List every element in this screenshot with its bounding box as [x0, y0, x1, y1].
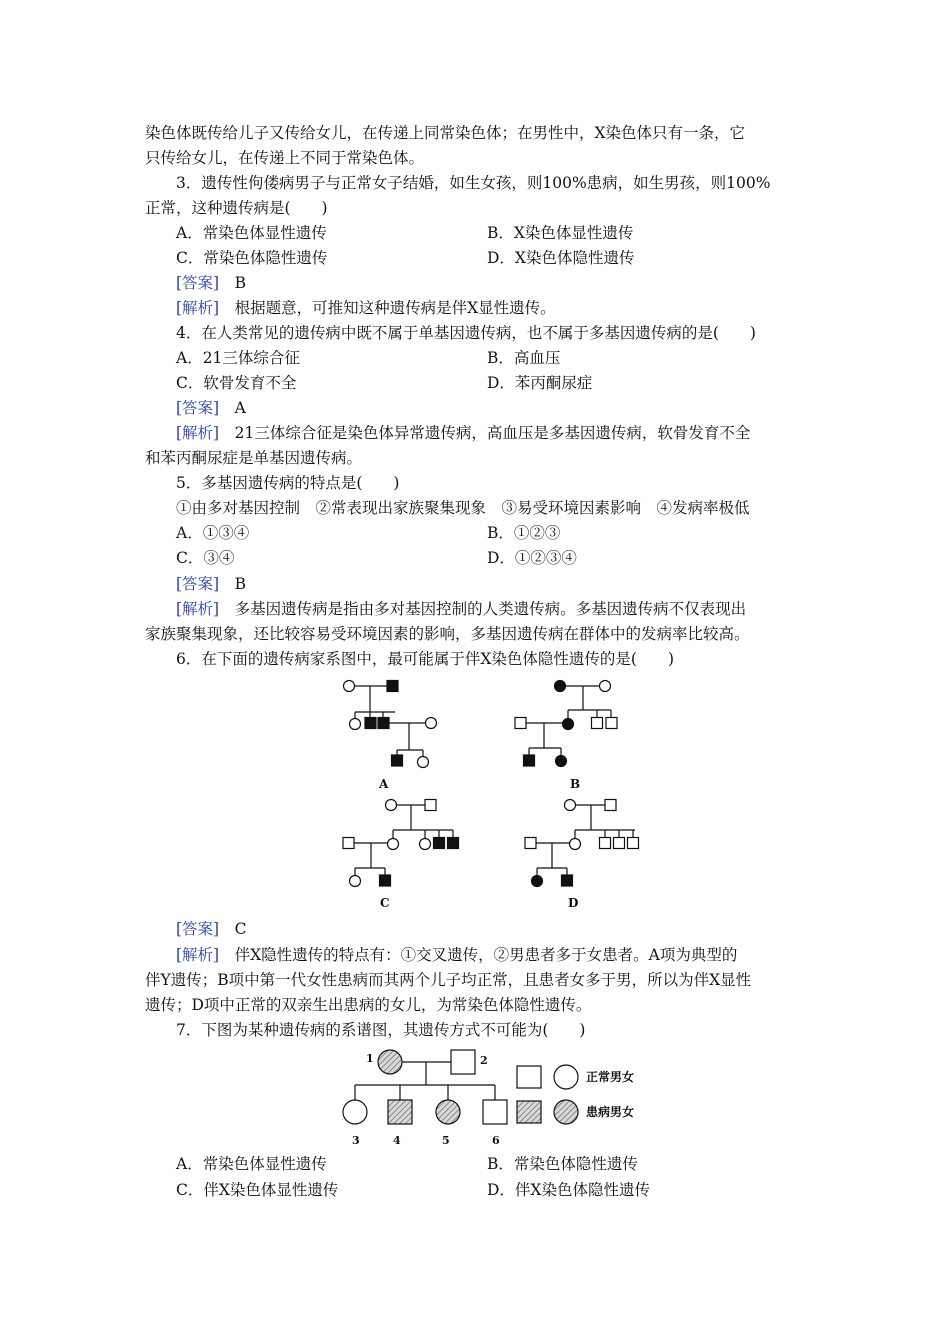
q5-option-a: A．①③④ [176, 524, 250, 542]
individual-number: 6 [492, 1134, 500, 1147]
q3-answer [176, 272, 246, 294]
question-4-stem: 4．在人类常见的遗传病中既不属于单基因遗传病，也不属于多基因遗传病的是( ) [176, 324, 756, 342]
analysis-tag: [解析] [176, 946, 220, 964]
q5-analysis [176, 598, 746, 620]
analysis-text: 伴X隐性遗传的特点有：①交叉遗传，②男患者多于女患者。A项为典型的 [234, 946, 738, 964]
normal-female-icon [418, 757, 429, 768]
pedigree-legend [517, 1065, 634, 1124]
affected-female-icon [563, 719, 574, 730]
q7-option-d: D．伴X染色体隐性遗传 [487, 1181, 650, 1199]
q6-analysis-cont: 伴Y遗传；B项中第一代女性患病而其两个儿子均正常，且患者女多于男，所以为伴X显性 [145, 971, 752, 989]
normal-male-icon [343, 838, 354, 849]
legend-normal-male-icon [517, 1066, 541, 1088]
affected-female-icon [556, 756, 567, 767]
normal-male-icon [605, 800, 616, 811]
normal-male-icon [606, 718, 617, 729]
affected-female-icon [378, 1050, 402, 1074]
individual-number: 4 [393, 1134, 401, 1147]
analysis-text: 多基因遗传病是指由多对基因控制的人类遗传病。多基因遗传病不仅表现出 [234, 600, 747, 618]
affected-male-icon [448, 838, 459, 849]
legend-normal-label: 正常男女 [586, 1070, 635, 1084]
normal-male-icon [525, 838, 536, 849]
normal-female-icon [420, 839, 431, 850]
answer-tag: [答案] [176, 920, 220, 938]
q3-analysis [176, 297, 556, 319]
question-5-items: ①由多对基因控制 ②常表现出家族聚集现象 ③易受环境因素影响 ④发病率极低 [176, 499, 750, 517]
q5-option-d: D．①②③④ [487, 549, 577, 567]
pedigree-svg-q6 [335, 672, 655, 917]
affected-male-icon [387, 681, 398, 692]
answer-tag: [答案] [176, 399, 220, 417]
q3-option-b: B．X染色体显性遗传 [487, 224, 634, 242]
answer-tag: [答案] [176, 575, 220, 593]
normal-female-icon [565, 800, 576, 811]
analysis-text: 根据题意，可推知这种遗传病是伴X显性遗传。 [234, 299, 556, 317]
analysis-tag: [解析] [176, 299, 220, 317]
pedigree-b [515, 681, 617, 792]
normal-male-icon [628, 838, 639, 849]
q6-analysis [176, 944, 737, 966]
normal-female-icon [386, 800, 397, 811]
analysis-text: 21三体综合征是染色体异常遗传病，高血压是多基因遗传病，软骨发育不全 [234, 424, 751, 442]
normal-female-icon [426, 718, 437, 729]
normal-male-icon [592, 718, 603, 729]
analysis-tag: [解析] [176, 600, 220, 618]
normal-male-icon [614, 838, 625, 849]
question-5-stem: 5．多基因遗传病的特点是( ) [176, 474, 400, 492]
affected-male-icon [365, 718, 376, 729]
legend-affected-female-icon [554, 1100, 578, 1124]
normal-female-icon [600, 681, 611, 692]
answer-value: C [234, 920, 247, 938]
q6-analysis-cont: 遗传；D项中正常的双亲生出患病的女儿，为常染色体隐性遗传。 [145, 996, 592, 1014]
question-3-stem-cont: 正常，这种遗传病是( ) [145, 199, 328, 217]
normal-female-icon [350, 876, 361, 887]
pedigree-c [343, 800, 459, 911]
q4-analysis-cont: 和苯丙酮尿症是单基因遗传病。 [145, 449, 363, 467]
q5-option-c: C．③④ [176, 549, 235, 567]
individual-number: 1 [366, 1052, 374, 1065]
pedigree-label-c: C [380, 896, 390, 910]
answer-value: B [234, 575, 247, 593]
pedigree-figure-q7 [330, 1040, 670, 1152]
pedigree-label-a: A [379, 777, 389, 791]
q4-option-d: D．苯丙酮尿症 [487, 374, 593, 392]
pedigree-figure-q6 [335, 672, 655, 917]
normal-female-icon [344, 681, 355, 692]
normal-male-icon [600, 838, 611, 849]
pedigree-label-d: D [568, 896, 579, 910]
affected-male-icon [388, 1100, 412, 1124]
normal-male-icon [425, 800, 436, 811]
q4-answer [176, 397, 246, 419]
normal-female-icon [343, 1100, 367, 1124]
q3-option-c: C．常染色体隐性遗传 [176, 249, 328, 267]
affected-female-icon [555, 681, 566, 692]
text-line: 只传给女儿，在传递上不同于常染色体。 [145, 149, 425, 167]
affected-male-icon [380, 875, 391, 886]
affected-male-icon [524, 755, 535, 766]
individual-number: 3 [352, 1134, 360, 1147]
q5-option-b: B．①②③ [487, 524, 561, 542]
analysis-tag: [解析] [176, 424, 220, 442]
normal-male-icon [451, 1050, 475, 1074]
answer-tag: [答案] [176, 274, 220, 292]
q3-option-d: D．X染色体隐性遗传 [487, 249, 635, 267]
q4-option-a: A．21三体综合征 [176, 349, 300, 367]
question-7-stem: 7．下图为某种遗传病的系谱图，其遗传方式不可能为( ) [176, 1021, 586, 1039]
answer-value: A [234, 399, 246, 417]
legend-affected-male-icon [517, 1101, 541, 1123]
pedigree-svg-q7 [330, 1040, 670, 1152]
q7-option-c: C．伴X染色体显性遗传 [176, 1181, 339, 1199]
question-3-stem: 3．遗传性佝偻病男子与正常女子结婚，如生女孩，则100%患病，如生男孩，则100% [176, 174, 771, 192]
normal-female-icon [570, 839, 581, 850]
individual-number: 2 [480, 1054, 488, 1067]
pedigree-label-b: B [570, 777, 581, 791]
affected-female-icon [532, 876, 543, 887]
pedigree-a [344, 681, 437, 792]
q4-option-c: C．软骨发育不全 [176, 374, 297, 392]
affected-male-icon [392, 755, 403, 766]
normal-male-icon [483, 1100, 507, 1124]
legend-affected-label: 患病男女 [586, 1105, 635, 1119]
affected-male-icon [434, 838, 445, 849]
q6-answer [176, 918, 247, 940]
affected-female-icon [436, 1100, 460, 1124]
q3-option-a: A．常染色体显性遗传 [176, 224, 327, 242]
normal-female-icon [350, 719, 361, 730]
normal-male-icon [515, 718, 526, 729]
q5-answer [176, 573, 246, 595]
q7-option-a: A．常染色体显性遗传 [176, 1155, 327, 1173]
individual-number: 5 [442, 1134, 450, 1147]
pedigree-d [525, 800, 639, 911]
q4-option-b: B．高血压 [487, 349, 561, 367]
normal-female-icon [388, 839, 399, 850]
text-line: 染色体既传给儿子又传给女儿，在传递上同常染色体；在男性中，X染色体只有一条，它 [145, 124, 746, 142]
q4-analysis [176, 422, 750, 444]
q7-option-b: B．常染色体隐性遗传 [487, 1155, 638, 1173]
affected-male-icon [562, 875, 573, 886]
q5-analysis-cont: 家族聚集现象，还比较容易受环境因素的影响，多基因遗传病在群体中的发病率比较高。 [145, 625, 750, 643]
affected-male-icon [378, 718, 389, 729]
question-6-stem: 6．在下面的遗传病家系图中，最可能属于伴X染色体隐性遗传的是( ) [176, 650, 674, 668]
answer-value: B [234, 274, 247, 292]
legend-normal-female-icon [554, 1065, 578, 1089]
